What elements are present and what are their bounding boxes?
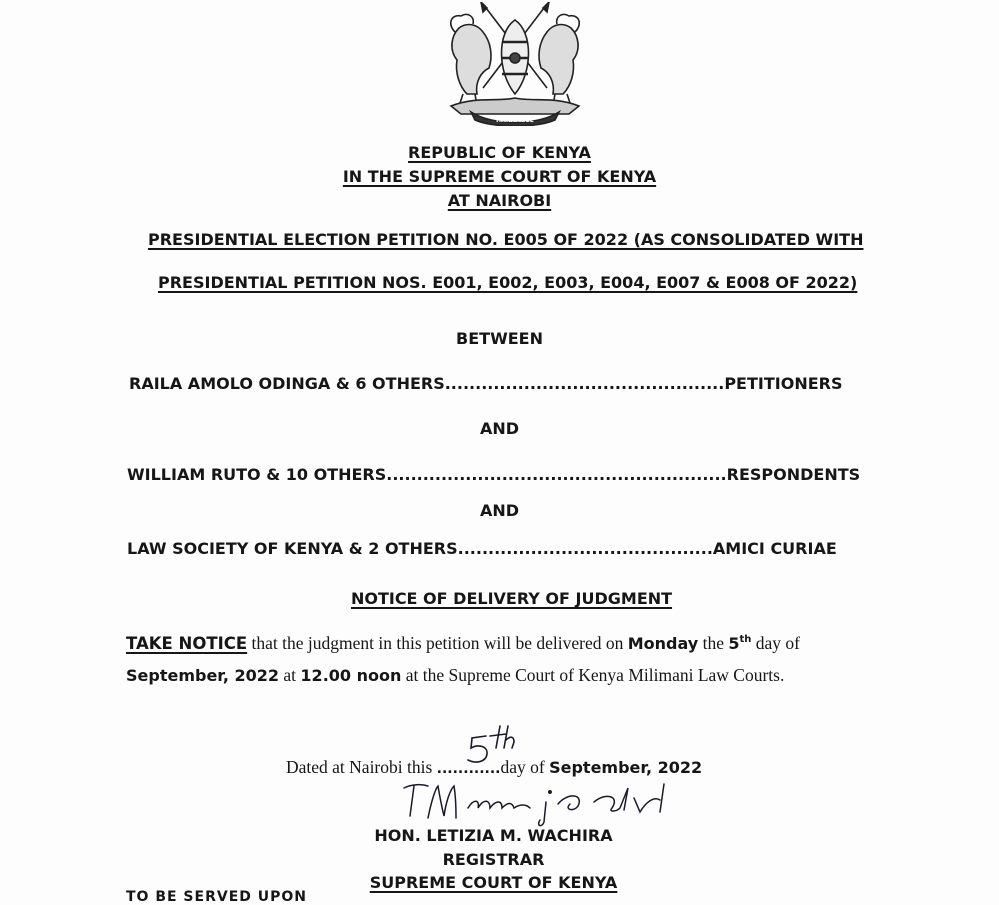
notice-paragraph-line-1 (126, 633, 906, 654)
notice-title: NOTICE OF DELIVERY OF JUDGMENT (350, 589, 673, 608)
signatory-court: SUPREME COURT OF KENYA (369, 873, 618, 892)
header-court: IN THE SUPREME COURT OF KENYA (342, 167, 657, 186)
between-label: BETWEEN (456, 329, 543, 348)
and-label-1: AND (479, 419, 520, 438)
signatory-title: REGISTRAR (442, 850, 545, 869)
notice-text-3: day of (751, 633, 801, 653)
petition-line-1: PRESIDENTIAL ELECTION PETITION NO. E005 OF 2022 (AS CONSOLIDATED WITH (148, 230, 864, 249)
signatory-name: HON. LETIZIA M. WACHIRA (374, 826, 613, 845)
notice-text-1: that the judgment in this petition will be delivered on (247, 633, 628, 653)
notice-time: 12.00 noon (300, 666, 402, 685)
dated-prefix: Dated at Nairobi this (286, 757, 437, 777)
respondents-line: WILLIAM RUTO & 10 OTHERS........................................................RESPONDENTS (127, 465, 861, 484)
take-notice-label: TAKE NOTICE (126, 634, 248, 653)
header-republic: REPUBLIC OF KENYA (408, 143, 591, 162)
dated-line (286, 757, 702, 778)
header-location: AT NAIROBI (447, 191, 552, 210)
amici-line: LAW SOCIETY OF KENYA & 2 OTHERS..........................................AMICI CURIAE (127, 539, 837, 558)
notice-text-2: the (698, 633, 729, 653)
notice-paragraph-line-2 (126, 665, 906, 686)
notice-monday: Monday (627, 634, 699, 653)
dated-month-year: September, 2022 (549, 758, 703, 777)
registrar-signature (398, 778, 698, 828)
notice-day-suffix: th (739, 634, 752, 646)
kenya-coat-of-arms-icon (437, 2, 593, 126)
notice-day-number: 5 (728, 634, 740, 653)
served-upon-label: TO BE SERVED UPON (126, 889, 308, 905)
notice-date: September, 2022 (126, 666, 280, 685)
petition-line-2: PRESIDENTIAL PETITION NOS. E001, E002, E003, E004, E007 & E008 OF 2022) (158, 273, 858, 292)
notice-text-4: at (279, 665, 301, 685)
notice-text-5: at the Supreme Court of Kenya Milimani Law Courts. (401, 665, 785, 685)
dated-day-label: day of (500, 757, 550, 777)
dated-blank-dots: ............ (436, 761, 501, 777)
and-label-2: AND (479, 501, 520, 520)
petitioners-line: RAILA AMOLO ODINGA & 6 OTHERS..............................................PETITIONERS (129, 374, 843, 393)
svg-text:HARAMBEE: HARAMBEE (496, 117, 534, 124)
